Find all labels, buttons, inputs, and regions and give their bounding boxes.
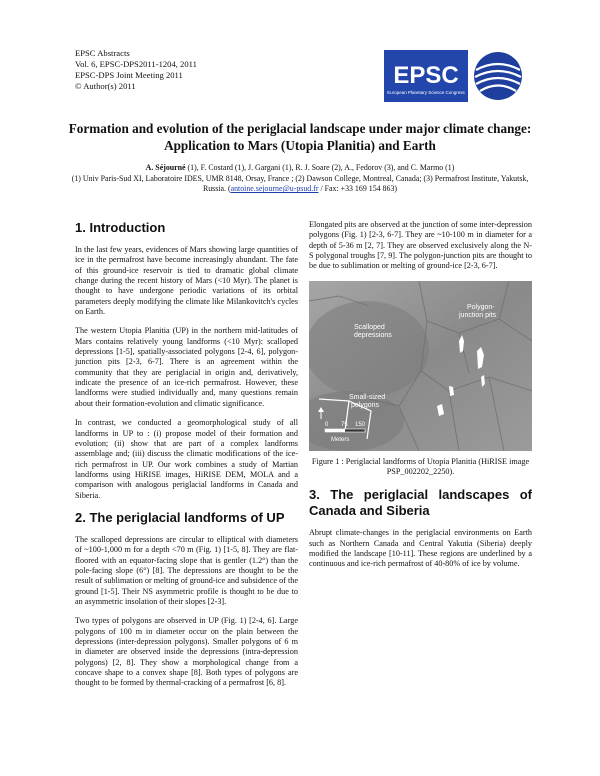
landscapes-paragraph-1: Abrupt climate-changes in the periglacial environments on Earth such as Northern Canada and Central Yakutia (Siberia) deeply modified the landscape [10-11]. These regions are underlined by a continuous and ice-rich permafrost of 40-80% of ice by volume.: [309, 528, 532, 569]
scale-label-75: 75: [341, 421, 348, 428]
scale-label-0: 0: [325, 421, 329, 428]
intro-paragraph-2: The western Utopia Planitia (UP) in the northern mid-latitudes of Mars contains relatively young landforms (<10 Myr): scalloped depressions [1-5], spatially-associated polygons [2-4, 6], polygon-junction pits [2-3, 6-7]. There is an agreement within the community that they are periglacial in origin and, derivatively, indicate the presence of an ice-rich permafrost. However, these landforms were studied individually and, many questions remain about their formation-evolution and climatic significance.: [75, 326, 298, 408]
journal-header: [75, 48, 197, 92]
lead-author: A. Séjourné: [145, 163, 186, 172]
landforms-paragraph-3: Elongated pits are observed at the junction of some inter-depression polygons (Fig. 1) [2-3, 6-7]. They are ~10-100 m in diameter for a depth of 5-36 m [2, 7]. They are observed exclusively along the N-S polygonal troughs [7, 9]. The polygon-junction pits are thought to be due to sublimation or melting of ground-ice [2-3, 6-7].: [309, 220, 532, 271]
author-block: [60, 163, 540, 195]
landforms-paragraph-1: The scalloped depressions are circular to elliptical with diameters of ~100-1,000 m for a depth <70 m (Fig. 1) [1-5, 8]. They are flat-floored with an equator-facing slope that is gentler (1.2°) than the pole-facing slope (6°) [8]. The depressions are thought to be the result of sublimation or melting of ground-ice and subsidence of the ground [1-5]. Their NS asymmetric profile is thought to be due to an asymmetric insolation of their slopes [2-3].: [75, 534, 298, 606]
label-scalloped-line-2: depressions: [354, 331, 392, 339]
landforms-paragraph-2: Two types of polygons are observed in UP (Fig. 1) [2-4, 6]. Large polygons of 100 m in diameter occur on the plain between the depressions (inter-depression polygons). Smaller polygons of 6 m in diameter are observed inside the depressions (intra-depression polygons) [2, 8]. They show a morphological change from a concave shape to a convex shape [8]. Both types of polygons are thought to be formed by thermal-cracking of a permafrost [6, 8].: [75, 616, 298, 688]
epsc-logo: [384, 50, 526, 102]
globe-icon: [474, 52, 522, 100]
intro-paragraph-3: In contrast, we conducted a geomorphological study of all landforms in UP to : (i) propose model of their formation and evolution; (ii) show that are part of a complex landforms assemblage and; (iii) discuss the climatic modifications of the ice-rich permafrost in UP. Our work combines a study of Martian landforms using HiRISE images, HiRISE DEM, MOLA and a comparison with analogous periglacial landforms in Canada and Siberia.: [75, 418, 298, 500]
label-junction-line-2: junction pits: [459, 311, 496, 319]
label-scalloped-line-1: Scalloped: [354, 323, 385, 331]
meeting-line: EPSC-DPS Joint Meeting 2011: [75, 70, 183, 80]
section-heading-introduction: 1. Introduction: [75, 220, 166, 235]
epsc-logo-graphic: [384, 50, 526, 102]
scale-label-150: 150: [355, 421, 366, 428]
volume-line: Vol. 6, EPSC-DPS2011-1204, 2011: [75, 59, 197, 69]
logo-text: EPSC: [393, 62, 459, 89]
section-heading-landscapes: 3. The periglacial landscapes of Canada and Siberia: [309, 487, 532, 519]
section-heading-landforms: 2. The periglacial landforms of UP: [75, 509, 285, 525]
copyright-line: © Author(s) 2011: [75, 81, 136, 91]
label-small-line-1: Small-sized: [349, 393, 386, 401]
affiliations: (1) Univ Paris-Sud XI, Laboratoire IDES, UMR 8148, Orsay, France ; (2) Dawson College, Montreal, Canada; (3) Permafrost Institute, Yakutsk, Russia. (: [71, 173, 529, 194]
left-column: [75, 220, 298, 698]
right-column: [309, 220, 532, 579]
figure-1: [309, 281, 532, 451]
logo-subtext: European Planetary Science Congress: [387, 90, 465, 95]
email-link[interactable]: antoine.sejourne@u-psud.fr: [230, 184, 319, 194]
co-authors: (1), F. Costard (1), J. Gargani (1), R. J. Soare (2), A., Fedorov (3), and C. Marmo (1): [185, 163, 455, 172]
figure-1-image: [309, 281, 532, 451]
journal-name: EPSC Abstracts: [75, 48, 130, 58]
label-small-line-2: polygons: [351, 401, 380, 409]
intro-paragraph-1: In the last few years, evidences of Mars showing large quantities of ice in the permafrost have become increasingly abundant. The fate of this ground-ice reservoir is tied to dramatic global climate change during the recent history of Mars (<10 Myr). The planet is thought to have undergone periodic variations of its orbital parameters deeply modifying the climate like Milankovitch's cycles on Earth.: [75, 245, 298, 317]
label-junction-line-1: Polygon-: [467, 303, 495, 311]
scalloped-depression-shape: [309, 301, 429, 397]
scale-unit: Meters: [331, 436, 350, 443]
paper-title: Formation and evolution of the periglacial landscape under major climate change: Application to Mars (Utopia Planitia) and Earth: [68, 121, 532, 153]
figure-1-caption: Figure 1 : Periglacial landforms of Utopia Planitia (HiRISE image PSP_002202_2250).: [311, 456, 530, 477]
fax-number: / Fax: +33 169 154 863): [318, 184, 398, 194]
